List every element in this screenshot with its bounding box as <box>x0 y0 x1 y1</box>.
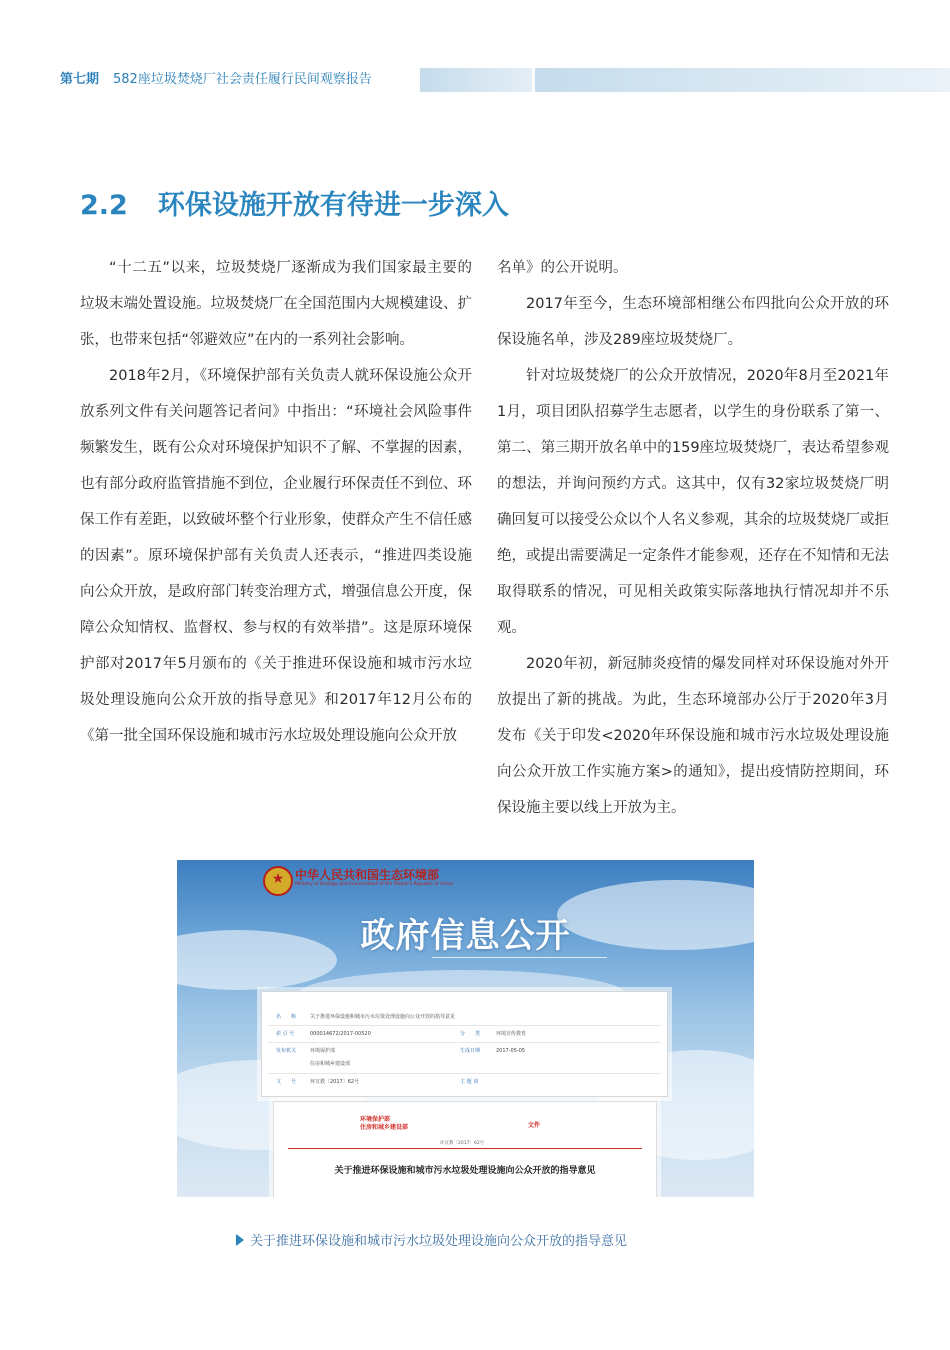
document-type: 文件 <box>528 1122 541 1129</box>
ministry-name: 中华人民共和国生态环境部 <box>295 868 440 882</box>
section-number: 2.2 <box>80 190 128 221</box>
info-card: 名 称 关于推进环保设施和城市污水垃圾处理设施向公众开放的指导意见 索 引 号 000014672/2017-00520 分 类 环境宣传教育 发布机关 环境保护部 生成日期 2017-05-05 住房和城乡建设部 文 号 环宣教〔2017〕62号 主 题 词 <box>261 991 668 1097</box>
ministry-name-english: Ministry of Ecology and Environment of the People's Republic of China <box>295 882 453 887</box>
section-heading <box>80 186 509 226</box>
figure-caption <box>236 1232 627 1252</box>
banner-underline <box>432 957 607 958</box>
paragraph: 针对垃圾焚烧厂的公众开放情况，2020年8月至2021年1月，项目团队招募学生志愿者，以学生的身份联系了第一、第二、第三期开放名单中的159座垃圾焚烧厂，表达希望参观的想法，并询问预约方式。这其中，仅有32家垃圾焚烧厂明确回复可以接受公众以个人名义参观，其余的垃圾焚烧厂或拒绝，或提出需要满足一定条件才能参观，还存在不知情和无法取得联系的情况，可见相关政策实际落地执行情况却并不乐观。 <box>497 368 889 636</box>
figure-screenshot <box>177 860 754 1197</box>
paragraph: 2018年2月，《环境保护部有关负责人就环保设施公众开放系列文件有关问题答记者问》中指出：“环境社会风险事件频繁发生，既有公众对环境保护知识不了解、不掌握的因素，也有部分政府监管措施不到位，企业履行环保责任不到位、环保工作有差距，以致破坏整个行业形象，使群众产生不信任感的因素”。原环境保护部有关负责人还表示，“推进四类设施向公众开放，是政府部门转变治理方式，增强信息公开度，保障公众知情权、监督权、参与权的有效举措”。这是原环境保护部对2017年5月颁布的《关于推进环保设施和城市污水垃圾处理设施向公众开放的指导意见》和2017年12月公布的《第一批全国环保设施和城市污水垃圾处理设施向公众开放 <box>80 368 472 744</box>
paragraph-continuation: 名单》的公开说明。 <box>497 260 628 276</box>
report-title: 582座垃圾焚烧厂社会责任履行民间观察报告 <box>113 72 372 87</box>
national-emblem-icon <box>263 866 293 896</box>
header-decor-bar <box>420 68 532 92</box>
red-rule <box>288 1148 642 1149</box>
divider <box>268 1025 661 1026</box>
caption-text: 关于推进环保设施和城市污水垃圾处理设施向公众开放的指导意见 <box>250 1234 628 1249</box>
divider <box>268 1042 661 1043</box>
paragraph: “十二五”以来，垃圾焚烧厂逐渐成为我们国家最主要的垃圾末端处置设施。垃圾焚烧厂在全国范围内大规模建设、扩张，也带来包括“邻避效应”在内的一系列社会影响。 <box>80 260 472 348</box>
document-number: 环宣教〔2017〕62号 <box>440 1141 485 1146</box>
paragraph: 2017年至今，生态环境部相继公布四批向公众开放的环保设施名单，涉及289座垃圾焚烧厂。 <box>497 296 889 348</box>
issue-number: 第七期 <box>60 72 100 87</box>
document-title: 关于推进环保设施和城市污水垃圾处理设施向公众开放的指导意见 <box>334 1166 596 1176</box>
header-decor-bar-long <box>535 68 950 92</box>
paragraph: 2020年初，新冠肺炎疫情的爆发同样对环保设施对外开放提出了新的挑战。为此，生态环境部办公厅于2020年3月发布《关于印发<2020年环保设施和城市污水垃圾处理设施向公众开放工作实施方案>的通知》，提出疫情防控期间，环保设施主要以线上开放为主。 <box>497 656 889 816</box>
banner-title: 政府信息公开 <box>360 916 571 956</box>
running-header <box>0 68 950 92</box>
section-title: 环保设施开放有待进一步深入 <box>157 190 509 221</box>
document-issuer: 环境保护部 住房和城乡建设部 <box>360 1116 409 1131</box>
document-preview <box>273 1101 657 1197</box>
left-column <box>80 250 472 754</box>
caption-triangle-icon <box>236 1234 244 1246</box>
header-label <box>60 68 372 92</box>
divider <box>268 1073 661 1074</box>
right-column <box>497 250 889 826</box>
